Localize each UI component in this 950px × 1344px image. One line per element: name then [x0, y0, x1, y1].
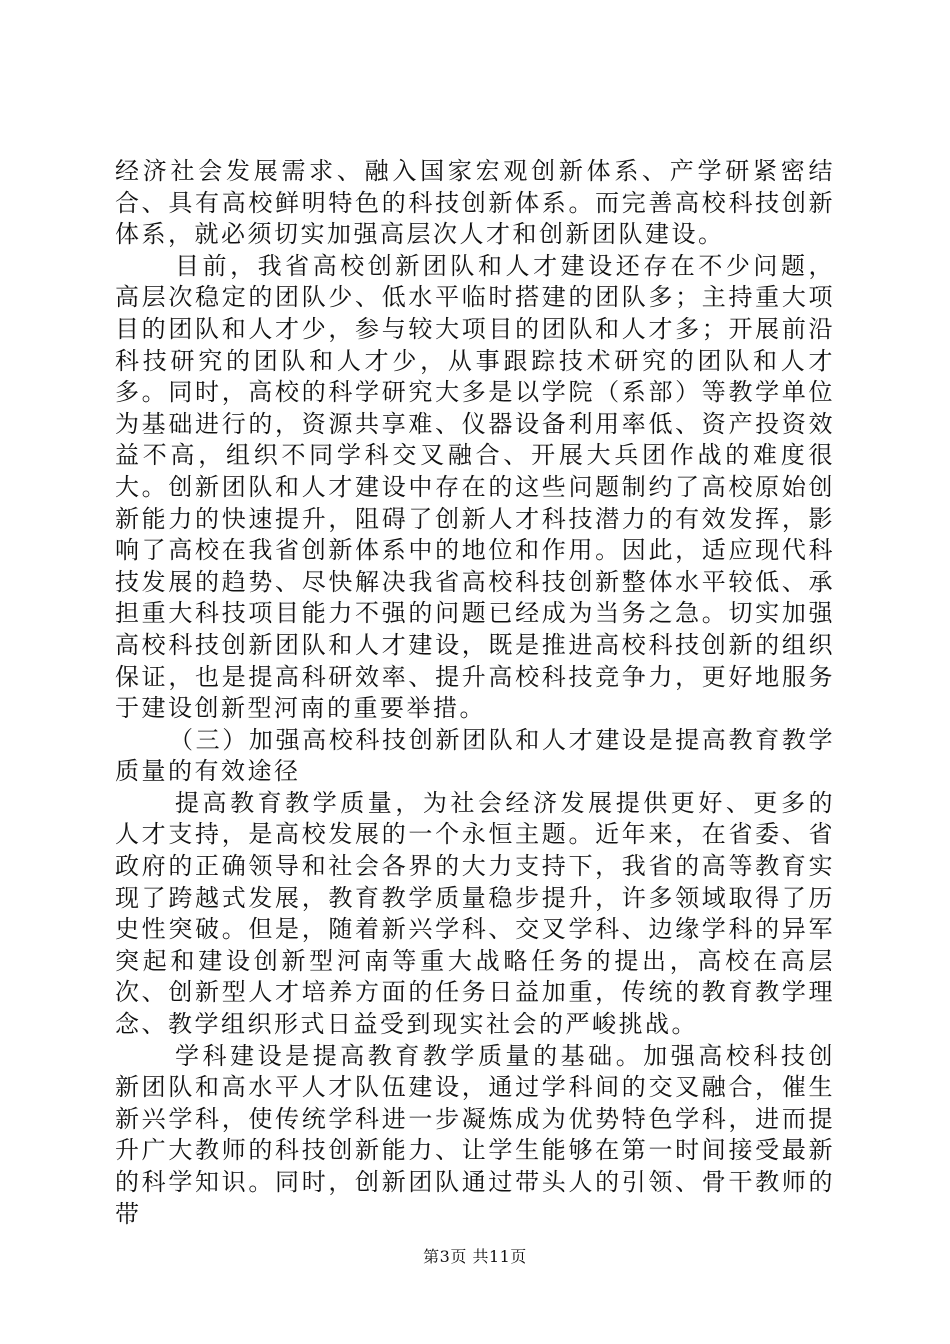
page-number-footer: 第3页 共11页	[423, 1247, 527, 1266]
document-body	[115, 156, 835, 1230]
paragraph-problems: 目前，我省高校创新团队和人才建设还存在不少问题，高层次稳定的团队少、低水平临时搭建的团队多；主持重大项目的团队和人才少，参与较大项目的团队和人才多；开展前沿科技研究的团队和人才少，从事跟踪技术研究的团队和人才多。同时，高校的科学研究大多是以学院（系部）等教学单位为基础进行的，资源共享难、仪器设备利用率低、资产投资效益不高，组织不同学科交叉融合、开展大兵团作战的难度很大。创新团队和人才建设中存在的这些问题制约了高校原始创新能力的快速提升，阻碍了创新人才科技潜力的有效发挥，影响了高校在我省创新体系中的地位和作用。因此，适应现代科技发展的趋势、尽快解决我省高校科技创新整体水平较低、承担重大科技项目能力不强的问题已经成为当务之急。切实加强高校科技创新团队和人才建设，既是推进高校科技创新的组织保证，也是提高科研效率、提升高校科技竞争力，更好地服务于建设创新型河南的重要举措。	[115, 251, 835, 723]
paragraph-discipline-building: 学科建设是提高教育教学质量的基础。加强高校科技创新团队和高水平人才队伍建设，通过学科间的交叉融合，催生新兴学科，使传统学科进一步凝炼成为优势特色学科，进而提升广大教师的科技创新能力、让学生能够在第一时间接受最新的科学知识。同时，创新团队通过带头人的引领、骨干教师的带	[115, 1041, 835, 1228]
paragraph-continuation: 经济社会发展需求、融入国家宏观创新体系、产学研紧密结合、具有高校鲜明特色的科技创新体系。而完善高校科技创新体系，就必须切实加强高层次人才和创新团队建设。	[115, 157, 835, 249]
paragraph-teaching-quality: 提高教育教学质量，为社会经济发展提供更好、更多的人才支持，是高校发展的一个永恒主题。近年来，在省委、省政府的正确领导和社会各界的大力支持下，我省的高等教育实现了跨越式发展，教育教学质量稳步提升，许多领域取得了历史性突破。但是，随着新兴学科、交叉学科、边缘学科的异军突起和建设创新型河南等重大战略任务的提出，高校在高层次、创新型人才培养方面的任务日益加重，传统的教育教学理念、教学组织形式日益受到现实社会的严峻挑战。	[115, 788, 835, 1039]
section-heading: （三）加强高校科技创新团队和人才建设是提高教育教学质量的有效途径	[115, 725, 835, 786]
